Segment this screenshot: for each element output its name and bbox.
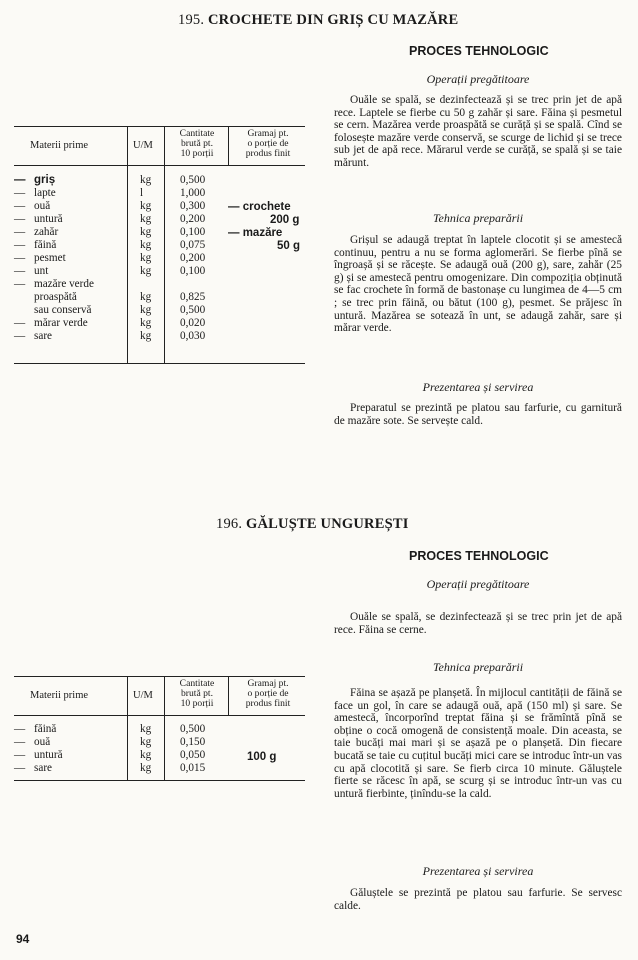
header-line: produs finit [245,698,291,709]
ingredient-quantity: 0,100 [180,226,206,238]
list-dash: — [14,749,26,761]
section-text-presentation: Găluștele se prezintă pe platou sau farfurie. Se servesc calde. [334,887,622,912]
column-divider [228,126,229,165]
list-dash: — [14,723,26,735]
table-top-rule [14,126,305,127]
ingredient-unit: kg [140,213,152,225]
ingredient-unit: kg [140,291,152,303]
ingredient-unit: kg [140,723,152,735]
section-title-preparatory: Operații pregătitoare [426,72,530,86]
header-gross-qty [166,679,228,709]
header-line: 10 porții [180,148,214,159]
header-line: Cantitate [179,678,215,689]
ingredient-label: untură [34,749,63,761]
ingredient-name [14,226,58,239]
header-line: brută pt. [181,688,213,699]
ingredient-quantity: 0,500 [180,174,206,186]
table-row [14,330,314,343]
header-line: Cantitate [179,128,215,139]
table-row [14,736,314,749]
section-title-presentation: Prezentarea și servirea [422,380,534,394]
ingredient-label: ouă [34,200,51,212]
list-dash: — [14,200,26,212]
section-text-technique: Făina se așază pe planșetă. În mijlocul cantității de făină se face un gol, în care se adaugă ouă, apă (150 ml) și sare. Se amestecă, încorporînd treptat făina și se frămîntă pînă se obține o cocă omogenă de consistență moale. Din aceasta, se taie bucăți mai mari și se așază pe o planșetă. Din fiecare bucată se taie cu cuțitul bucăți mici care se introduc într-un vas cu apă clocotită și sare. Se fierb circa 10 minute. Găluștele fierte se răcesc în apă, se scurg și se introduc într-un vas cu untură fierbinte, ținîndu-se la cald. [334,687,622,800]
yield-amount: 50 g [277,240,301,252]
ingredient-name [14,239,56,252]
ingredient-unit: kg [140,239,152,251]
section-text-presentation: Preparatul se prezintă pe platou sau farfurie, cu garnitură de mazăre sote. Se servește cald. [334,402,622,427]
column-divider [228,676,229,715]
ingredient-name [14,317,88,330]
ingredient-unit: kg [140,762,152,774]
recipe-title-196 [216,516,409,533]
list-dash: — [14,278,26,290]
ingredient-quantity: 0,100 [180,265,206,277]
section-title-presentation: Prezentarea și servirea [422,864,534,878]
list-dash: — [14,252,26,264]
section-title-technique: Tehnica preparării [432,211,524,225]
ingredient-unit: l [140,187,144,199]
ingredient-label: griș [34,174,56,186]
header-line: o porție de [247,688,289,699]
table-top-rule [14,676,305,677]
ingredient-unit: kg [140,200,152,212]
ingredient-name [14,723,56,736]
list-dash: — [14,265,26,277]
ingredient-quantity: 0,500 [180,304,206,316]
page-number: 94 [16,932,30,946]
ingredient-quantity: 0,300 [180,200,206,212]
ingredient-label: mărar verde [34,317,88,329]
list-dash: — [14,226,26,238]
recipe-title-text: GĂLUȘTE UNGUREȘTI [246,516,409,532]
header-line: brută pt. [181,138,213,149]
list-dash: — [14,239,26,251]
table-row [14,174,314,187]
ingredient-unit: kg [140,226,152,238]
ingredient-label: sare [34,330,53,342]
header-portion [230,129,306,159]
table-header-rule [14,715,305,716]
table-row [14,213,314,226]
ingredient-label: sare [34,762,53,774]
ingredient-quantity: 0,150 [180,736,206,748]
process-heading: PROCES TEHNOLOGIC [409,549,549,563]
ingredient-quantity: 0,030 [180,330,206,342]
ingredient-name [14,200,50,213]
recipe-number: 196. [216,516,243,532]
header-materials: Materii prime [30,140,89,151]
ingredient-unit: kg [140,736,152,748]
ingredient-label: lapte [34,187,56,199]
section-title-preparatory: Operații pregătitoare [426,577,530,591]
list-dash: — [14,187,26,199]
ingredient-quantity: 0,500 [180,723,206,735]
table-row [14,187,314,200]
table-row [14,252,314,265]
ingredient-name [14,174,55,187]
table-row [14,239,314,252]
ingredient-unit: kg [140,174,152,186]
ingredient-label: ouă [34,736,51,748]
ingredient-label: proaspătă [34,291,77,303]
ingredient-name [14,278,94,291]
table-row [14,291,314,304]
ingredient-name [14,762,52,775]
ingredient-unit: kg [140,252,152,264]
header-materials: Materii prime [30,690,89,701]
header-unit: U/M [133,140,153,151]
ingredient-label: făină [34,723,57,735]
header-unit: U/M [133,690,153,701]
header-line: 10 porții [180,698,214,709]
ingredient-label: zahăr [34,226,59,238]
ingredient-quantity: 0,200 [180,213,206,225]
table-row [14,278,314,291]
ingredient-quantity: 1,000 [180,187,206,199]
list-dash: — [14,317,26,329]
ingredient-quantity: 0,050 [180,749,206,761]
process-heading: PROCES TEHNOLOGIC [409,44,549,58]
section-title-technique: Tehnica preparării [432,660,524,674]
ingredient-unit: kg [140,749,152,761]
yield-amount: 100 g [247,751,277,763]
section-text-technique: Grișul se adaugă treptat în laptele clocotit și se amestecă continuu, pentru a nu se forma aglomerări. Se fierbe pînă se îngroașă și se răcește. Se adaugă ouă (200 g), sare, zahăr (25 g) și se amestecă pentru omogenizare. Din compoziția obținută se fac crochete în formă de bastonașe cu lungimea de 4—5 cm ; se trec prin făină, ou bătut (100 g), pesmet. Se prăjesc în untură. Mazărea se sotează în unt, se adaugă zahăr, sare și mărar verde. [334,234,622,335]
list-dash: — [14,762,26,774]
header-line: produs finit [245,148,291,159]
ingredient-label: unt [34,265,49,277]
recipe-title-195 [178,12,458,29]
ingredient-label: sau conservă [34,304,92,316]
ingredient-name [14,213,63,226]
ingredient-label: untură [34,213,63,225]
ingredient-unit: kg [140,304,152,316]
ingredient-unit: kg [140,265,152,277]
ingredient-quantity: 0,075 [180,239,206,251]
ingredient-unit: kg [140,317,152,329]
ingredient-quantity: 0,825 [180,291,206,303]
table-header-rule [14,165,305,166]
table-row [14,762,314,775]
ingredient-name [14,330,52,343]
table-row [14,317,314,330]
list-dash: — [14,736,26,748]
ingredient-quantity: 0,015 [180,762,206,774]
table-row [14,723,314,736]
table-bottom-rule [14,780,305,781]
header-portion [230,679,306,709]
table-row [14,265,314,278]
ingredient-label: pesmet [34,252,66,264]
table-bottom-rule [14,363,305,364]
list-dash: — [14,174,26,186]
header-line: Gramaj pt. [247,128,289,139]
table-row [14,304,314,317]
ingredient-name [14,736,50,749]
ingredient-name [14,265,48,278]
recipe-number: 195. [178,12,205,28]
ingredient-unit: kg [140,330,152,342]
section-text-preparatory: Ouăle se spală, se dezinfectează și se trec prin jet de apă rece. Laptele se fierbe cu 50 g zahăr și sare. Făina și pesmetul se cern. Mazărea verde proaspătă se curăță și se spală. Cînd se folosește mazăre verde conservă, se scurge de lichid și se trece sub jet de apă rece. Mărarul verde se curăță, se spală și se taie mărunt. [334,94,622,169]
ingredient-quantity: 0,020 [180,317,206,329]
list-dash: — [14,213,26,225]
header-gross-qty [166,129,228,159]
ingredient-name [14,252,66,265]
yield-label: — mazăre [228,227,283,239]
ingredient-name [14,291,77,304]
section-text-preparatory: Ouăle se spală, se dezinfectează și se trec prin jet de apă rece. Făina se cerne. [334,611,622,636]
yield-label: — crochete [228,201,291,213]
ingredient-name [14,187,56,200]
recipe-title-text: CROCHETE DIN GRIȘ CU MAZĂRE [208,12,459,28]
header-line: Gramaj pt. [247,678,289,689]
header-line: o porție de [247,138,289,149]
yield-amount: 200 g [270,214,300,226]
ingredient-name [14,749,63,762]
ingredient-quantity: 0,200 [180,252,206,264]
list-dash: — [14,330,26,342]
ingredient-label: mazăre verde [34,278,94,290]
ingredient-label: făină [34,239,57,251]
ingredient-name [14,304,91,317]
